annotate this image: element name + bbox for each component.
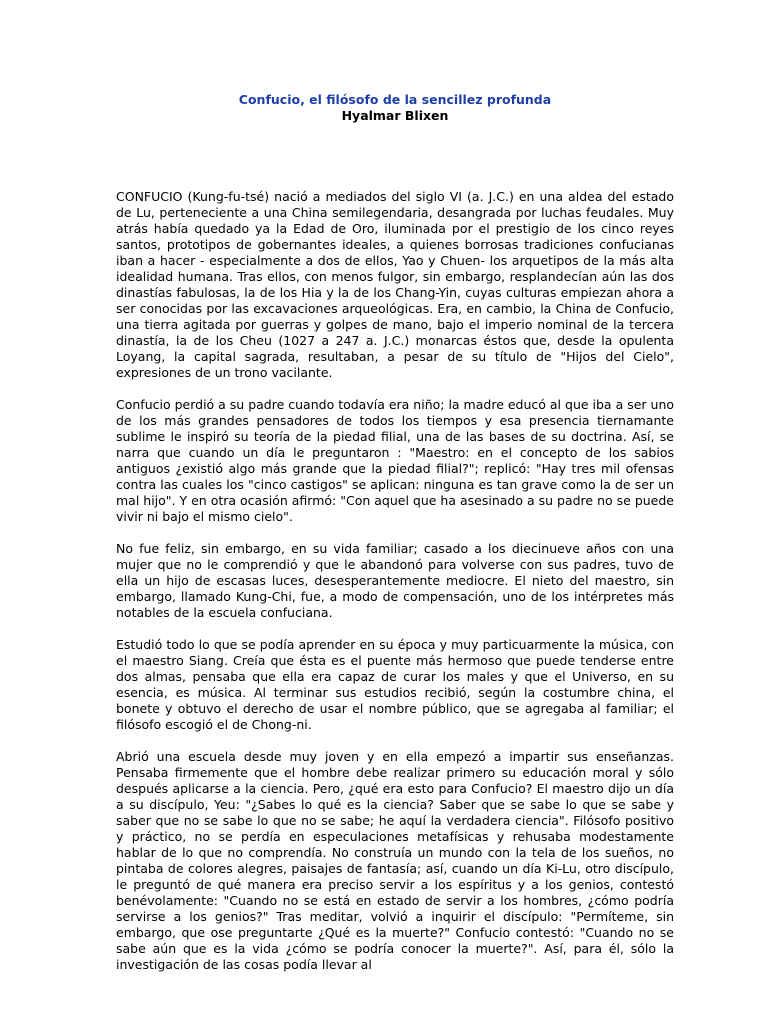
paragraph: Estudió todo lo que se podía aprender en su época y muy particuarmente la música, con el maestro Siang. Creía que ésta es el puente más hermoso que puede tenderse entre dos almas, pensaba que ella era capaz de curar los males y que el Universo, en su esencia, es música. Al terminar sus estudios recibió, según la costumbre china, el bonete y obtuvo el derecho de usar el nombre público, que se agregaba al familiar; el filósofo escogió el de Chong-ni. [116, 637, 674, 732]
paragraph: Confucio perdió a su padre cuando todavía era niño; la madre educó al que iba a ser uno de los más grandes pensadores de todos los tiempos y esa presencia tiernamante sublime le inspiró su teoría de la piedad filial, una de las bases de su doctrina. Así, se narra que cuando un día le preguntaron : "Maestro: en el concepto de los sabios antiguos ¿existió algo más grande que la piedad filial?"; replicó: "Hay tres mil ofensas contra las cuales los "cinco castigos" se aplican: ninguna es tan grave como la de ser un mal hijo". Y en otra ocasión afirmó: "Con aquel que ha asesinado a su padre no se puede vivir ni bajo el mismo cielo". [116, 397, 675, 524]
document-page [116, 92, 674, 989]
paragraph: Abrió una escuela desde muy joven y en ella empezó a impartir sus enseñanzas. Pensaba firmemente que el hombre debe realizar primero su educación moral y sólo después aplicarse a la ciencia. Pero, ¿qué era esto para Confucio? El maestro dijo un día a su discípulo, Yeu: "¿Sabes lo qué es la ciencia? Saber que se sabe lo que se sabe y saber que no se sabe lo que no se sabe; he aquí la verdadera ciencia". Filósofo positivo y práctico, no se perdía en especulaciones metafísicas y rehusaba modestamente hablar de lo que no comprendía. No construía un mundo con la tela de los sueños, no pintaba de colores alegres, paisajes de fantasía; así, cuando un día Ki-Lu, otro discípulo, le preguntó de qué manera era preciso servir a los espíritus y a los genios, contestó benévolamente: "Cuando no se está en estado de servir a los hombres, ¿cómo podría servirse a los genios?" Tras meditar, volvió a inquirir el discípulo: "Permíteme, sin embargo, que ose preguntarte ¿Qué es la muerte?" Confucio contestó: "Cuando no se sabe aún que es la vida ¿cómo se podría conocer la muerte?". Así, para él, sólo la investigación de las cosas podía llevar al [116, 749, 674, 972]
paragraph: No fue feliz, sin embargo, en su vida familiar; casado a los diecinueve años con una mujer que no le comprendió y que le abandonó para volverse con sus padres, tuvo de ella un hijo de escasas luces, desesperantemente mediocre. El nieto del maestro, sin embargo, llamado Kung-Chi, fue, a modo de compensación, uno de los intérpretes más notables de la escuela confuciana. [116, 541, 674, 620]
paragraph: CONFUCIO (Kung-fu-tsé) nació a mediados del siglo VI (a. J.C.) en una aldea del estado de Lu, perteneciente a una China semilegendaria, desangrada por luchas feudales. Muy atrás había quedado ya la Edad de Oro, iluminada por el prestigio de los cinco reyes santos, prototipos de gobernantes ideales, a quienes borrosas tradiciones confucianas iban a hacer - especialmente a dos de ellos, Yao y Chuen- los arquetipos de la más alta idealidad humana. Tras ellos, con menos fulgor, sin embargo, resplandecían aún las dos dinastías fabulosas, la de los Hia y la de los Chang-Yin, cuyas culturas empiezan ahora a ser conocidas por las excavaciones arqueológicas. Era, en cambio, la China de Confucio, una tierra agitada por guerras y golpes de mano, bajo el imperio nominal de la tercera dinastía, la de los Cheu (1027 a 247 a. J.C.) monarcas éstos que, desde la opulenta Loyang, la capital sagrada, resultaban, a pesar de su título de "Hijos del Cielo", expresiones de un trono vacilante. [116, 189, 674, 380]
document-title: Confucio, el filósofo de la sencillez profunda [238, 92, 552, 107]
document-author: Hyalmar Blixen [341, 108, 449, 123]
